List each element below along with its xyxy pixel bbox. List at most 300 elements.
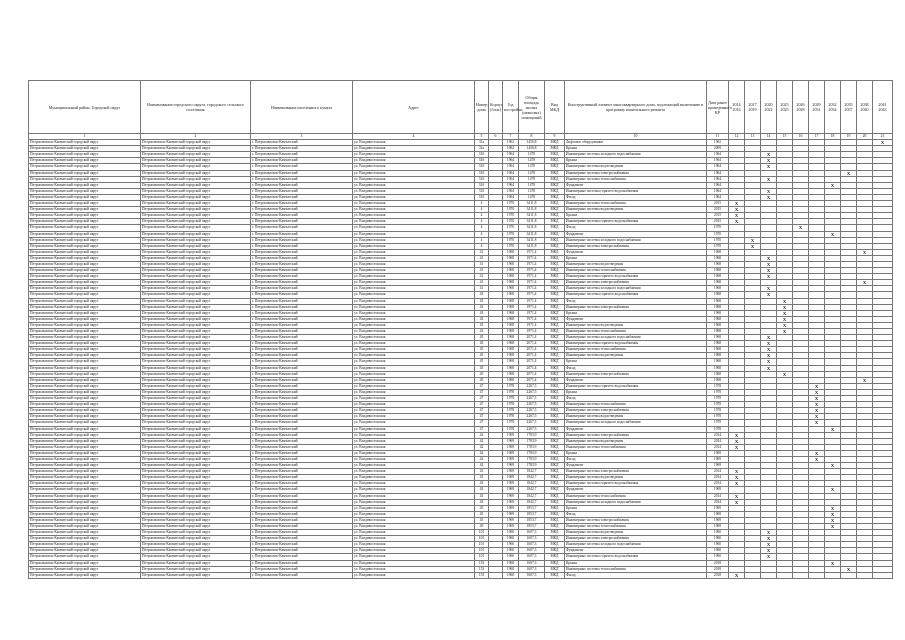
period-cell: X — [777, 310, 793, 316]
period-cell: X — [809, 414, 825, 420]
column-header: Адрес — [353, 81, 475, 134]
settlement-cell: Петропавловск-Камчатский городской округ — [141, 170, 251, 176]
column-header: 2035 2037 — [841, 81, 857, 134]
area-cell: 1971,4 — [519, 274, 545, 280]
house-number-cell: 41 — [475, 274, 489, 280]
house-number-cell: 43 — [475, 475, 489, 481]
settlement-cell: Петропавловск-Камчатский городской округ — [141, 517, 251, 523]
settlement-cell: Петропавловск-Камчатский городской округ — [141, 463, 251, 469]
structural-element-cell: Инженерные системы электроснабжения — [565, 280, 707, 286]
address-cell: ул. Владивостокская — [353, 176, 475, 182]
previous-repair-date-cell: 1968 — [707, 310, 729, 316]
previous-repair-date-cell: 2014 — [707, 493, 729, 499]
structural-element-cell: Фундамент — [565, 487, 707, 493]
period-cell: X — [873, 140, 893, 146]
structural-element-cell: Крыша — [565, 146, 707, 152]
area-cell: 1842,7 — [519, 481, 545, 487]
house-number-cell: 153 — [475, 560, 489, 566]
period-cell: X — [777, 304, 793, 310]
period-cell: X — [857, 280, 873, 286]
locality-cell: г. Петропавловск-Камчатский — [251, 444, 353, 450]
previous-repair-date-cell: 1978 — [707, 402, 729, 408]
build-year-cell: 1968 — [503, 365, 519, 371]
settlement-cell: Петропавловск-Камчатский городской округ — [141, 274, 251, 280]
settlement-cell: Петропавловск-Камчатский городской округ — [141, 219, 251, 225]
house-number-cell: 4 — [475, 237, 489, 243]
column-number: 17 — [809, 134, 825, 140]
house-number-cell: 47 — [475, 420, 489, 426]
address-cell: ул. Владивостокская — [353, 383, 475, 389]
settlement-cell: Петропавловск-Камчатский городской округ — [141, 194, 251, 200]
previous-repair-date-cell: 1964 — [707, 170, 729, 176]
address-cell: ул. Владивостокская — [353, 560, 475, 566]
previous-repair-date-cell: 1968 — [707, 249, 729, 255]
locality-cell: г. Петропавловск-Камчатский — [251, 536, 353, 542]
build-year-cell: 1969 — [503, 432, 519, 438]
previous-repair-date-cell: 1968 — [707, 322, 729, 328]
structural-element-cell: Крыша — [565, 158, 707, 164]
address-cell: ул. Владивостокская — [353, 225, 475, 231]
structural-element-cell: Инженерные системы теплоснабжения — [565, 402, 707, 408]
settlement-cell: Петропавловск-Камчатский городской округ — [141, 572, 251, 578]
address-cell: ул. Владивостокская — [353, 201, 475, 207]
build-year-cell: 1964 — [503, 164, 519, 170]
mkd-type-cell: МКД — [545, 481, 565, 487]
locality-cell: г. Петропавловск-Камчатский — [251, 499, 353, 505]
settlement-cell: Петропавловск-Камчатский городской округ — [141, 146, 251, 152]
previous-repair-date-cell: 1962 — [707, 140, 729, 146]
table-header-row — [29, 81, 893, 134]
mkd-type-cell: МКД — [545, 408, 565, 414]
address-cell: ул. Владивостокская — [353, 249, 475, 255]
structural-element-cell: Фасад — [565, 396, 707, 402]
build-year-cell: 1960 — [503, 560, 519, 566]
district-cell: Петропавловск-Камчатский городской округ — [29, 335, 141, 341]
previous-repair-date-cell: 1960 — [707, 554, 729, 560]
address-cell: ул. Владивостокская — [353, 444, 475, 450]
structural-element-cell: Фундамент — [565, 231, 707, 237]
structural-element-cell: Инженерные системы водоотведения — [565, 438, 707, 444]
period-cell: X — [761, 274, 777, 280]
mkd-type-cell: МКД — [545, 524, 565, 530]
area-cell: 3411,8 — [519, 207, 545, 213]
mkd-type-cell: МКД — [545, 280, 565, 286]
structural-element-cell: Лифтовое оборудование — [565, 140, 707, 146]
build-year-cell: 1964 — [503, 188, 519, 194]
district-cell: Петропавловск-Камчатский городской округ — [29, 359, 141, 365]
area-cell: 1971,4 — [519, 292, 545, 298]
settlement-cell: Петропавловск-Камчатский городской округ — [141, 530, 251, 536]
area-cell: 3411,8 — [519, 231, 545, 237]
previous-repair-date-cell: 2014 — [707, 499, 729, 505]
settlement-cell: Петропавловск-Камчатский городской округ — [141, 420, 251, 426]
district-cell: Петропавловск-Камчатский городской округ — [29, 572, 141, 578]
mkd-type-cell: МКД — [545, 231, 565, 237]
district-cell: Петропавловск-Камчатский городской округ — [29, 140, 141, 146]
period-cell: X — [729, 572, 745, 578]
locality-cell: г. Петропавловск-Камчатский — [251, 140, 353, 146]
mkd-type-cell: МКД — [545, 152, 565, 158]
previous-repair-date-cell: 2015 — [707, 219, 729, 225]
settlement-cell: Петропавловск-Камчатский городской округ — [141, 152, 251, 158]
build-year-cell: 1968 — [503, 249, 519, 255]
locality-cell: г. Петропавловск-Камчатский — [251, 280, 353, 286]
period-cell: X — [761, 261, 777, 267]
settlement-cell: Петропавловск-Камчатский городской округ — [141, 249, 251, 255]
period-cell: X — [777, 298, 793, 304]
area-cell: 1971,4 — [519, 329, 545, 335]
settlement-cell: Петропавловск-Камчатский городской округ — [141, 310, 251, 316]
column-header: 2020 2022 — [761, 81, 777, 134]
district-cell: Петропавловск-Камчатский городской округ — [29, 420, 141, 426]
house-number-cell: 41 — [475, 268, 489, 274]
period-cell: X — [729, 444, 745, 450]
settlement-cell: Петропавловск-Камчатский городской округ — [141, 487, 251, 493]
mkd-type-cell: МКД — [545, 566, 565, 572]
house-number-cell: 31б — [475, 170, 489, 176]
address-cell: ул. Владивостокская — [353, 268, 475, 274]
period-cell — [777, 572, 793, 578]
structural-element-cell: Инженерные системы горячего водоснабжения — [565, 188, 707, 194]
settlement-cell: Петропавловск-Камчатский городской округ — [141, 261, 251, 267]
structural-element-cell: Инженерные системы электроснабжения — [565, 243, 707, 249]
settlement-cell: Петропавловск-Камчатский городской округ — [141, 298, 251, 304]
previous-repair-date-cell: 1969 — [707, 511, 729, 517]
period-cell: X — [809, 450, 825, 456]
build-year-cell: 1968 — [503, 286, 519, 292]
build-year-cell: 1970 — [503, 237, 519, 243]
previous-repair-date-cell: 1970 — [707, 225, 729, 231]
mkd-type-cell: МКД — [545, 493, 565, 499]
mkd-type-cell: МКД — [545, 444, 565, 450]
structural-element-cell: Инженерные системы водоотведения — [565, 164, 707, 170]
locality-cell: г. Петропавловск-Камчатский — [251, 249, 353, 255]
column-number: 1 — [29, 134, 141, 140]
area-cell: 1783,9 — [519, 432, 545, 438]
address-cell: ул. Владивостокская — [353, 438, 475, 444]
district-cell: Петропавловск-Камчатский городской округ — [29, 402, 141, 408]
structural-element-cell: Фасад — [565, 298, 707, 304]
address-cell: ул. Владивостокская — [353, 554, 475, 560]
district-cell: Петропавловск-Камчатский городской округ — [29, 487, 141, 493]
district-cell: Петропавловск-Камчатский городской округ — [29, 444, 141, 450]
house-number-cell: 101 — [475, 536, 489, 542]
address-cell: ул. Владивостокская — [353, 146, 475, 152]
build-year-cell: 1968 — [503, 304, 519, 310]
district-cell: Петропавловск-Камчатский городской округ — [29, 261, 141, 267]
mkd-type-cell: МКД — [545, 201, 565, 207]
period-cell: X — [809, 389, 825, 395]
area-cell: 1853,7 — [519, 524, 545, 530]
area-cell: 3411,8 — [519, 213, 545, 219]
settlement-cell: Петропавловск-Камчатский городской округ — [141, 438, 251, 444]
period-cell: X — [729, 493, 745, 499]
locality-cell: г. Петропавловск-Камчатский — [251, 268, 353, 274]
column-number: 9 — [545, 134, 565, 140]
district-cell: Петропавловск-Камчатский городской округ — [29, 469, 141, 475]
structural-element-cell: Фундамент — [565, 426, 707, 432]
build-year-cell: 1968 — [503, 261, 519, 267]
locality-cell: г. Петропавловск-Камчатский — [251, 304, 353, 310]
period-cell: X — [761, 530, 777, 536]
settlement-cell: Петропавловск-Камчатский городской округ — [141, 176, 251, 182]
mkd-type-cell: МКД — [545, 487, 565, 493]
column-number: 7 — [503, 134, 519, 140]
locality-cell: г. Петропавловск-Камчатский — [251, 566, 353, 572]
district-cell: Петропавловск-Камчатский городской округ — [29, 292, 141, 298]
locality-cell: г. Петропавловск-Камчатский — [251, 176, 353, 182]
structural-element-cell: Фасад — [565, 365, 707, 371]
structural-element-cell: Инженерные системы теплоснабжения — [565, 268, 707, 274]
district-cell: Петропавловск-Камчатский городской округ — [29, 383, 141, 389]
area-cell: 1607,3 — [519, 548, 545, 554]
district-cell: Петропавловск-Камчатский городской округ — [29, 481, 141, 487]
district-cell: Петропавловск-Камчатский городской округ — [29, 194, 141, 200]
period-cell: X — [761, 347, 777, 353]
area-cell: 1971,4 — [519, 322, 545, 328]
locality-cell: г. Петропавловск-Камчатский — [251, 207, 353, 213]
district-cell: Петропавловск-Камчатский городской округ — [29, 542, 141, 548]
locality-cell: г. Петропавловск-Камчатский — [251, 469, 353, 475]
previous-repair-date-cell: 1964 — [707, 182, 729, 188]
period-cell: X — [809, 420, 825, 426]
period-cell: X — [729, 213, 745, 219]
house-number-cell: 47 — [475, 389, 489, 395]
column-number: 8 — [519, 134, 545, 140]
house-number-cell: 47 — [475, 426, 489, 432]
address-cell: ул. Владивостокская — [353, 243, 475, 249]
district-cell: Петропавловск-Камчатский городской округ — [29, 505, 141, 511]
area-cell: 1783,9 — [519, 438, 545, 444]
locality-cell: г. Петропавловск-Камчатский — [251, 505, 353, 511]
previous-repair-date-cell: 1978 — [707, 396, 729, 402]
mkd-type-cell: МКД — [545, 219, 565, 225]
area-cell: 2267,5 — [519, 396, 545, 402]
column-number: 16 — [793, 134, 809, 140]
district-cell: Петропавловск-Камчатский городской округ — [29, 389, 141, 395]
column-header: Муниципальный район, Городской округ — [29, 81, 141, 134]
district-cell: Петропавловск-Камчатский городской округ — [29, 274, 141, 280]
period-cell: X — [729, 201, 745, 207]
mkd-type-cell: МКД — [545, 402, 565, 408]
address-cell: ул. Владивостокская — [353, 353, 475, 359]
district-cell: Петропавловск-Камчатский городской округ — [29, 298, 141, 304]
district-cell: Петропавловск-Камчатский городской округ — [29, 182, 141, 188]
build-year-cell: 1969 — [503, 517, 519, 523]
period-cell: X — [825, 463, 841, 469]
period-cell: X — [761, 255, 777, 261]
address-cell: ул. Владивостокская — [353, 475, 475, 481]
mkd-type-cell: МКД — [545, 261, 565, 267]
area-cell: 2267,5 — [519, 420, 545, 426]
address-cell: ул. Владивостокская — [353, 414, 475, 420]
previous-repair-date-cell: 1964 — [707, 176, 729, 182]
mkd-type-cell: МКД — [545, 517, 565, 523]
settlement-cell: Петропавловск-Камчатский городской округ — [141, 255, 251, 261]
build-year-cell: 1968 — [503, 280, 519, 286]
area-cell: 1478 — [519, 158, 545, 164]
area-cell: 1607,3 — [519, 566, 545, 572]
district-cell: Петропавловск-Камчатский городской округ — [29, 219, 141, 225]
structural-element-cell: Инженерные системы водоотведения — [565, 530, 707, 536]
period-cell: X — [825, 487, 841, 493]
house-number-cell: 43 — [475, 304, 489, 310]
address-cell: ул. Владивостокская — [353, 310, 475, 316]
house-number-cell: 31а — [475, 140, 489, 146]
period-cell: X — [761, 554, 777, 560]
previous-repair-date-cell: 1978 — [707, 408, 729, 414]
address-cell: ул. Владивостокская — [353, 542, 475, 548]
mkd-type-cell: МКД — [545, 463, 565, 469]
column-number: 14 — [761, 134, 777, 140]
previous-repair-date-cell: 2014 — [707, 469, 729, 475]
address-cell: ул. Владивостокская — [353, 194, 475, 200]
address-cell: ул. Владивостокская — [353, 524, 475, 530]
district-cell: Петропавловск-Камчатский городской округ — [29, 158, 141, 164]
period-cell: X — [777, 316, 793, 322]
build-year-cell: 1968 — [503, 353, 519, 359]
column-header: Наименование городского округа, городского сельского поселения — [141, 81, 251, 134]
previous-repair-date-cell: 1968 — [707, 286, 729, 292]
period-cell: X — [761, 188, 777, 194]
district-cell: Петропавловск-Камчатский городской округ — [29, 310, 141, 316]
settlement-cell: Петропавловск-Камчатский городской округ — [141, 469, 251, 475]
locality-cell: г. Петропавловск-Камчатский — [251, 371, 353, 377]
area-cell: 3411,8 — [519, 219, 545, 225]
locality-cell: г. Петропавловск-Камчатский — [251, 255, 353, 261]
build-year-cell: 1969 — [503, 505, 519, 511]
house-number-cell: 41 — [475, 261, 489, 267]
mkd-type-cell: МКД — [545, 469, 565, 475]
period-cell — [809, 572, 825, 578]
house-number-cell: 31б — [475, 176, 489, 182]
previous-repair-date-cell: 1969 — [707, 456, 729, 462]
build-year-cell: 1968 — [503, 377, 519, 383]
build-year-cell: 1969 — [503, 444, 519, 450]
previous-repair-date-cell: 2014 — [707, 475, 729, 481]
settlement-cell: Петропавловск-Камчатский городской округ — [141, 335, 251, 341]
locality-cell: г. Петропавловск-Камчатский — [251, 493, 353, 499]
settlement-cell: Петропавловск-Камчатский городской округ — [141, 316, 251, 322]
area-cell: 2071,4 — [519, 353, 545, 359]
previous-repair-date-cell: 2015 — [707, 207, 729, 213]
build-year-cell: 1970 — [503, 225, 519, 231]
mkd-type-cell: МКД — [545, 389, 565, 395]
building-block-cell — [489, 572, 503, 578]
area-cell: 3411,8 — [519, 243, 545, 249]
previous-repair-date-cell: 1968 — [707, 280, 729, 286]
settlement-cell: Петропавловск-Камчатский городской округ — [141, 286, 251, 292]
settlement-cell: Петропавловск-Камчатский городской округ — [141, 456, 251, 462]
address-cell: ул. Владивостокская — [353, 188, 475, 194]
area-cell: 1971,4 — [519, 316, 545, 322]
mkd-type-cell: МКД — [545, 164, 565, 170]
column-header: 2038 2040 — [857, 81, 873, 134]
period-cell: X — [745, 237, 761, 243]
structural-element-cell: Крыша — [565, 560, 707, 566]
build-year-cell: 1969 — [503, 524, 519, 530]
build-year-cell: 1960 — [503, 554, 519, 560]
area-cell: 1607,3 — [519, 572, 545, 578]
area-cell: 1783,9 — [519, 463, 545, 469]
period-cell: X — [761, 542, 777, 548]
address-cell: ул. Владивостокская — [353, 231, 475, 237]
structural-element-cell: Крыша — [565, 505, 707, 511]
period-cell: X — [825, 524, 841, 530]
settlement-cell: Петропавловск-Камчатский городской округ — [141, 304, 251, 310]
area-cell: 3411,8 — [519, 201, 545, 207]
column-header: 2014 2016 — [729, 81, 745, 134]
area-cell: 1607,3 — [519, 560, 545, 566]
period-cell: X — [761, 194, 777, 200]
previous-repair-date-cell: 1968 — [707, 255, 729, 261]
settlement-cell: Петропавловск-Камчатский городской округ — [141, 188, 251, 194]
house-number-cell: 4 — [475, 201, 489, 207]
house-number-cell: 43 — [475, 292, 489, 298]
mkd-type-cell: МКД — [545, 475, 565, 481]
mkd-type-cell: МКД — [545, 353, 565, 359]
locality-cell: г. Петропавловск-Камчатский — [251, 542, 353, 548]
build-year-cell: 1970 — [503, 243, 519, 249]
area-cell: 2071,4 — [519, 341, 545, 347]
build-year-cell: 1978 — [503, 383, 519, 389]
district-cell: Петропавловск-Камчатский городской округ — [29, 365, 141, 371]
structural-element-cell: Инженерные системы электроснабжения — [565, 517, 707, 523]
house-number-cell: 45 — [475, 505, 489, 511]
settlement-cell: Петропавловск-Камчатский городской округ — [141, 207, 251, 213]
structural-element-cell: Инженерные системы теплоснабжения — [565, 493, 707, 499]
settlement-cell: Петропавловск-Камчатский городской округ — [141, 322, 251, 328]
column-number: 10 — [565, 134, 707, 140]
mkd-type-cell: МКД — [545, 396, 565, 402]
mkd-type-cell: МКД — [545, 560, 565, 566]
previous-repair-date-cell: 1968 — [707, 335, 729, 341]
column-header: Номер дома — [475, 81, 489, 134]
settlement-cell: Петропавловск-Камчатский городской округ — [141, 213, 251, 219]
locality-cell: г. Петропавловск-Камчатский — [251, 530, 353, 536]
mkd-type-cell: МКД — [545, 505, 565, 511]
address-cell: ул. Владивостокская — [353, 456, 475, 462]
structural-element-cell: Фундамент — [565, 548, 707, 554]
district-cell: Петропавловск-Камчатский городской округ — [29, 188, 141, 194]
locality-cell: г. Петропавловск-Камчатский — [251, 164, 353, 170]
locality-cell: г. Петропавловск-Камчатский — [251, 456, 353, 462]
build-year-cell: 1964 — [503, 194, 519, 200]
district-cell: Петропавловск-Камчатский городской округ — [29, 554, 141, 560]
locality-cell: г. Петропавловск-Камчатский — [251, 396, 353, 402]
mkd-type-cell: МКД — [545, 188, 565, 194]
address-cell: ул. Владивостокская — [353, 292, 475, 298]
structural-element-cell: Инженерные системы горячего водоснабжения — [565, 341, 707, 347]
structural-element-cell: Инженерные системы теплоснабжения — [565, 329, 707, 335]
previous-repair-date-cell: 1969 — [707, 487, 729, 493]
build-year-cell: 1968 — [503, 335, 519, 341]
build-year-cell: 1978 — [503, 426, 519, 432]
address-cell: ул. Владивостокская — [353, 347, 475, 353]
area-cell: 2267,5 — [519, 383, 545, 389]
build-year-cell: 1978 — [503, 396, 519, 402]
period-cell: X — [777, 329, 793, 335]
period-cell: X — [761, 176, 777, 182]
house-number-cell: 41 — [475, 286, 489, 292]
mkd-type-cell: МКД — [545, 530, 565, 536]
structural-element-cell: Инженерные системы горячего водоснабжения — [565, 383, 707, 389]
settlement-cell: Петропавловск-Камчатский городской округ — [141, 201, 251, 207]
area-cell: 1971,4 — [519, 310, 545, 316]
address-cell: ул. Владивостокская — [353, 182, 475, 188]
previous-repair-date-cell: 1964 — [707, 188, 729, 194]
address-cell: ул. Владивостокская — [353, 493, 475, 499]
